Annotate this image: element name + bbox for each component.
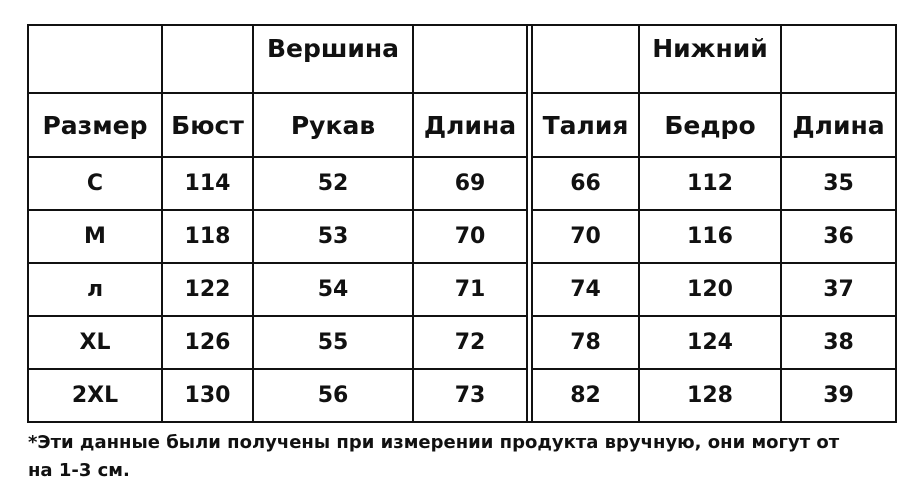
bust-cell: 130 — [162, 369, 253, 422]
bottom-length-cell: 36 — [781, 210, 896, 263]
sleeve-cell: 52 — [253, 157, 413, 210]
top-length-cell: 69 — [413, 157, 527, 210]
sleeve-cell: 56 — [253, 369, 413, 422]
sleeve-cell: 54 — [253, 263, 413, 316]
group-label-bottom: Нижний — [639, 25, 781, 93]
empty-cell — [28, 25, 162, 93]
size-cell: С — [28, 157, 162, 210]
bust-cell: 114 — [162, 157, 253, 210]
top-length-cell: 70 — [413, 210, 527, 263]
waist-cell: 82 — [532, 369, 639, 422]
empty-cell — [162, 25, 253, 93]
table-row — [28, 263, 896, 316]
sleeve-cell: 53 — [253, 210, 413, 263]
top-length-cell: 72 — [413, 316, 527, 369]
hip-cell: 116 — [639, 210, 781, 263]
waist-cell: 70 — [532, 210, 639, 263]
header-bust: Бюст — [162, 93, 253, 157]
measurement-note — [28, 429, 900, 485]
hip-cell: 124 — [639, 316, 781, 369]
table-row — [28, 316, 896, 369]
table-row — [28, 157, 896, 210]
hip-cell: 128 — [639, 369, 781, 422]
bust-cell: 122 — [162, 263, 253, 316]
note-line-2: на 1-3 см. — [28, 460, 130, 481]
group-label-top: Вершина — [253, 25, 413, 93]
table-row — [28, 369, 896, 422]
header-bottom-length: Длина — [781, 93, 896, 157]
bust-cell: 118 — [162, 210, 253, 263]
empty-cell — [532, 25, 639, 93]
column-header-row — [28, 93, 896, 157]
empty-cell — [413, 25, 527, 93]
bottom-length-cell: 37 — [781, 263, 896, 316]
size-chart-table — [27, 24, 897, 423]
size-cell: M — [28, 210, 162, 263]
table-row — [28, 210, 896, 263]
bottom-length-cell: 38 — [781, 316, 896, 369]
top-length-cell: 73 — [413, 369, 527, 422]
hip-cell: 112 — [639, 157, 781, 210]
top-length-cell: 71 — [413, 263, 527, 316]
group-header-row — [28, 25, 896, 93]
empty-cell — [781, 25, 896, 93]
header-size: Размер — [28, 93, 162, 157]
size-cell: 2XL — [28, 369, 162, 422]
size-cell: XL — [28, 316, 162, 369]
bottom-length-cell: 39 — [781, 369, 896, 422]
note-line-1: *Эти данные были получены при измерении продукта вручную, они могут от — [28, 432, 840, 453]
bottom-length-cell: 35 — [781, 157, 896, 210]
hip-cell: 120 — [639, 263, 781, 316]
waist-cell: 74 — [532, 263, 639, 316]
waist-cell: 78 — [532, 316, 639, 369]
header-hip: Бедро — [639, 93, 781, 157]
header-sleeve: Рукав — [253, 93, 413, 157]
waist-cell: 66 — [532, 157, 639, 210]
sleeve-cell: 55 — [253, 316, 413, 369]
header-waist: Талия — [532, 93, 639, 157]
bust-cell: 126 — [162, 316, 253, 369]
header-top-length: Длина — [413, 93, 527, 157]
size-cell: л — [28, 263, 162, 316]
